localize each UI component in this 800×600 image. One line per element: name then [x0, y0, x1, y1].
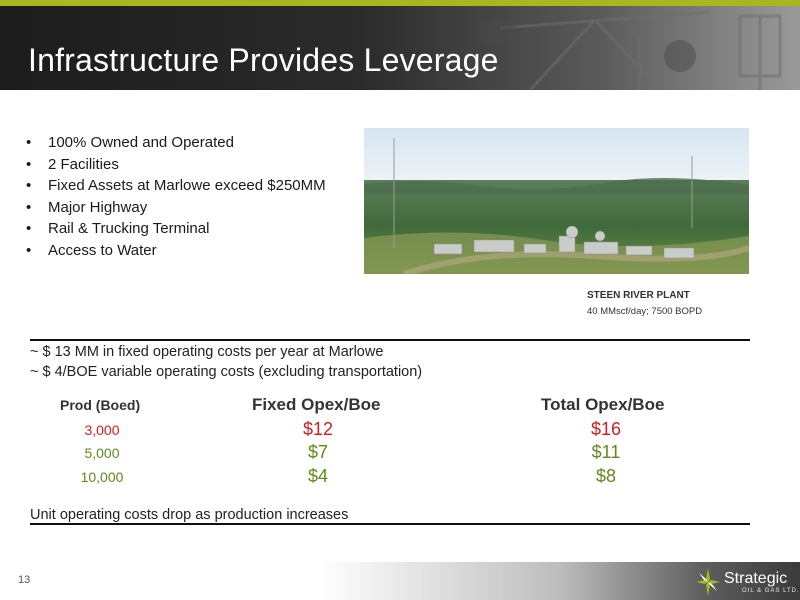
divider-top — [30, 339, 750, 341]
page-number: 13 — [18, 574, 31, 586]
bullet-item: • 100% Owned and Operated — [24, 132, 326, 154]
cell-fixed-opex: $12 — [302, 419, 334, 439]
header-total-opex: Total Opex/Boe — [541, 395, 665, 414]
star-burst-icon — [696, 568, 720, 596]
photo-caption-subtitle: 40 MMscf/day; 7500 BOPD — [587, 306, 703, 317]
bullet-item: • Access to Water — [24, 240, 326, 262]
title-banner — [0, 6, 800, 90]
cell-fixed-opex: $7 — [307, 442, 329, 462]
bullet-item: • 2 Facilities — [24, 154, 326, 176]
slide-title: Infrastructure Provides Leverage — [28, 42, 499, 78]
footer-bar — [0, 562, 800, 600]
cell-prod: 3,000 — [84, 422, 120, 438]
header-prod: Prod (Boed) — [60, 397, 141, 413]
logo-wordmark: Strategic — [724, 570, 788, 587]
note-fixed-costs: ~ $ 13 MM in fixed operating costs per year at Marlowe — [30, 344, 384, 360]
feature-bullet-list — [24, 132, 326, 261]
conclusion-text: Unit operating costs drop as production increases — [30, 507, 349, 523]
cell-prod: 10,000 — [80, 469, 124, 485]
bullet-item: • Rail & Trucking Terminal — [24, 218, 326, 240]
cell-total-opex: $8 — [595, 466, 617, 486]
plant-aerial-photo — [364, 128, 749, 274]
cell-fixed-opex: $4 — [307, 466, 329, 486]
cell-total-opex: $11 — [591, 442, 621, 462]
divider-bottom — [30, 523, 750, 525]
bullet-item: • Major Highway — [24, 197, 326, 219]
note-variable-costs: ~ $ 4/BOE variable operating costs (excluding transportation) — [30, 364, 423, 380]
photo-caption-title: STEEN RIVER PLANT — [587, 290, 690, 301]
cell-prod: 5,000 — [84, 445, 120, 461]
bullet-item: • Fixed Assets at Marlowe exceed $250MM — [24, 175, 326, 197]
cell-total-opex: $16 — [590, 419, 622, 439]
header-fixed-opex: Fixed Opex/Boe — [252, 395, 381, 414]
logo-tagline: OIL & GAS LTD. — [742, 588, 800, 594]
